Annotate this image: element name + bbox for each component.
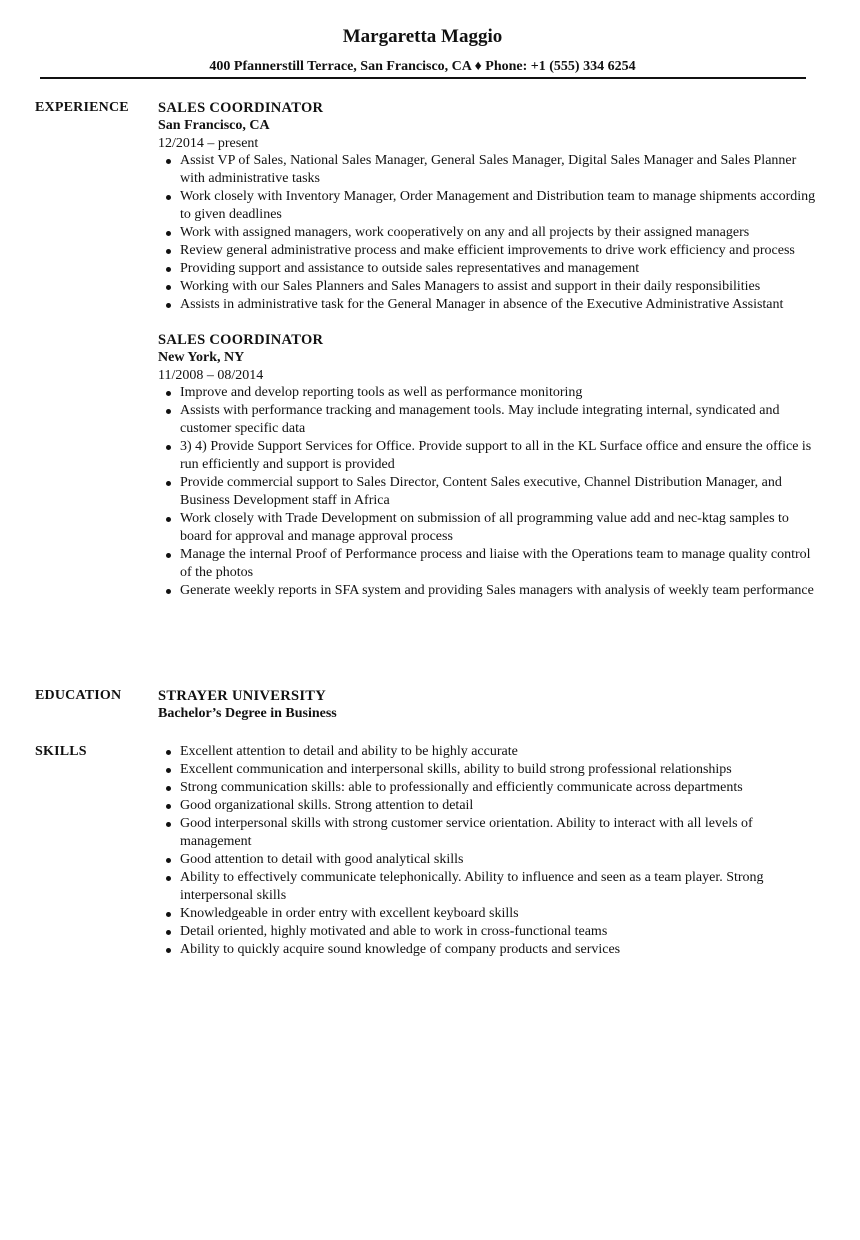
section-label-education: EDUCATION: [35, 688, 122, 703]
skill-item: Good attention to detail with good analytical skills: [180, 851, 818, 869]
skill-item: Good interpersonal skills with strong customer service orientation. Ability to interact with all levels of management: [180, 815, 818, 851]
bullet-item: Working with our Sales Planners and Sales Managers to assist and support in their daily responsibilities: [180, 278, 818, 296]
experience-body: [158, 99, 818, 600]
skill-item: Ability to effectively communicate telephonically. Ability to influence and seen as a team player. Strong interpersonal skills: [180, 869, 818, 905]
skill-item: Ability to quickly acquire sound knowledge of company products and services: [180, 941, 818, 959]
bullet-item: 3) 4) Provide Support Services for Office. Provide support to all in the KL Surface office and ensure the office is run efficiently and support is provided: [180, 438, 818, 474]
bullet-item: Work with assigned managers, work cooperatively on any and all projects by their assigned managers: [180, 224, 818, 242]
job-bullets: [158, 152, 818, 314]
section-label-experience: EXPERIENCE: [35, 100, 129, 115]
school-name: STRAYER UNIVERSITY: [158, 688, 327, 704]
bullet-item: Improve and develop reporting tools as well as performance monitoring: [180, 384, 818, 402]
degree: Bachelor’s Degree in Business: [158, 706, 337, 721]
skill-item: Excellent communication and interpersonal skills, ability to build strong professional relationships: [180, 761, 818, 779]
bullet-item: Manage the internal Proof of Performance process and liaise with the Operations team to manage quality control of the photos: [180, 546, 818, 582]
job-location: San Francisco, CA: [158, 118, 270, 133]
contact-line: 400 Pfannerstill Terrace, San Francisco, CA ♦ Phone: +1 (555) 334 6254: [209, 59, 636, 74]
job-title: SALES COORDINATOR: [158, 332, 324, 348]
bullet-item: Provide commercial support to Sales Director, Content Sales executive, Channel Distribution Manager, and Business Development staff in Africa: [180, 474, 818, 510]
candidate-name: Margaretta Maggio: [342, 26, 503, 47]
bullet-item: Work closely with Trade Development on submission of all programming value add and nec-ktag samples to board for approval and manage approval process: [180, 510, 818, 546]
skill-item: Detail oriented, highly motivated and able to work in cross-functional teams: [180, 923, 818, 941]
bullet-item: Assists in administrative task for the General Manager in absence of the Executive Administrative Assistant: [180, 296, 818, 314]
section-label-skills: SKILLS: [35, 744, 87, 759]
skills-body: [158, 743, 818, 959]
bullet-item: Assists with performance tracking and management tools. May include integrating internal, syndicated and customer specific data: [180, 402, 818, 438]
skill-item: Knowledgeable in order entry with excellent keyboard skills: [180, 905, 818, 923]
job-dates: 12/2014 – present: [158, 136, 259, 151]
bullet-item: Generate weekly reports in SFA system and providing Sales managers with analysis of weekly team performance: [180, 582, 818, 600]
job-title: SALES COORDINATOR: [158, 100, 324, 116]
bullet-item: Review general administrative process and make efficient improvements to drive work efficiency and process: [180, 242, 818, 260]
education-body: [158, 687, 818, 723]
job-bullets: [158, 384, 818, 600]
job-dates: 11/2008 – 08/2014: [158, 368, 264, 383]
bullet-item: Work closely with Inventory Manager, Order Management and Distribution team to manage shipments according to given deadlines: [180, 188, 818, 224]
skill-item: Good organizational skills. Strong attention to detail: [180, 797, 818, 815]
skill-item: Excellent attention to detail and ability to be highly accurate: [180, 743, 818, 761]
bullet-item: Providing support and assistance to outside sales representatives and management: [180, 260, 818, 278]
bullet-item: Assist VP of Sales, National Sales Manager, General Sales Manager, Digital Sales Manager and Sales Planner with administrative tasks: [180, 152, 818, 188]
header-divider: [40, 77, 806, 79]
skills-list: [158, 743, 818, 959]
job-location: New York, NY: [158, 350, 245, 365]
skill-item: Strong communication skills: able to professionally and efficiently communicate across departments: [180, 779, 818, 797]
job-entry: [158, 331, 818, 600]
job-entry: [158, 99, 818, 314]
